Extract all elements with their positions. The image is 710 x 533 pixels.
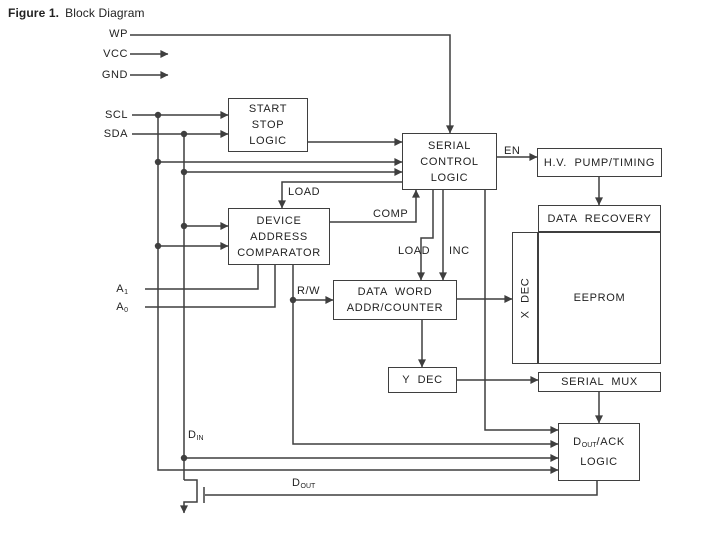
block-label: X DEC bbox=[519, 277, 531, 319]
pin-label-dout: $D_{OUT}$ bbox=[292, 477, 316, 490]
block-label: $D_{OUT}$/ACK bbox=[573, 436, 625, 449]
junction-dot bbox=[181, 131, 187, 137]
block-y-dec bbox=[388, 367, 457, 393]
block-label: LOGIC bbox=[430, 171, 469, 184]
block-label: H.V. PUMP/TIMING bbox=[543, 156, 656, 169]
block-dout-ack-logic bbox=[558, 423, 640, 481]
block-label: SERIAL bbox=[427, 139, 472, 152]
wire-label-load-comparator: LOAD bbox=[288, 186, 321, 198]
block-label: COMPARATOR bbox=[237, 246, 321, 259]
wire-dout-to-gate bbox=[205, 481, 597, 495]
block-x-dec bbox=[512, 232, 538, 364]
block-label: LOGIC bbox=[580, 456, 618, 468]
pin-label-din: $D_{IN}$ bbox=[188, 429, 204, 442]
block-label: DEVICE bbox=[256, 214, 302, 227]
junction-dot bbox=[181, 223, 187, 229]
pin-label-a1: $A_1$ bbox=[116, 283, 128, 296]
wire-load-to-counter bbox=[421, 190, 433, 280]
pin-label-a0: $A_0$ bbox=[116, 301, 128, 314]
transistor-channel bbox=[184, 480, 197, 513]
block-label: EEPROM bbox=[573, 292, 626, 304]
block-device-address-comparator bbox=[228, 208, 330, 265]
block-label: ADDR/COUNTER bbox=[346, 302, 444, 314]
block-label: STOP bbox=[251, 119, 285, 131]
junction-dot bbox=[155, 159, 161, 165]
pin-label-scl: SCL bbox=[104, 109, 128, 121]
pin-label-wp: WP bbox=[109, 28, 128, 40]
wire-label-inc: INC bbox=[449, 245, 470, 257]
wire-label-en: EN bbox=[504, 145, 521, 157]
block-label: SERIAL MUX bbox=[561, 376, 638, 388]
block-label: LOGIC bbox=[249, 135, 287, 147]
wire-a0 bbox=[145, 265, 275, 307]
block-label: START bbox=[248, 103, 288, 115]
pin-label-sda: SDA bbox=[103, 128, 128, 140]
block-label: ADDRESS bbox=[250, 230, 308, 243]
wire-label-comp: COMP bbox=[373, 208, 409, 220]
pin-label-vcc: VCC bbox=[103, 48, 128, 60]
block-label: Y DEC bbox=[402, 374, 443, 386]
figure-title: Block Diagram bbox=[65, 6, 145, 20]
block-label: DATA WORD bbox=[357, 286, 433, 298]
block-label: DATA RECOVERY bbox=[547, 212, 652, 225]
block-hv-pump-timing bbox=[537, 148, 662, 177]
junction-dot bbox=[290, 297, 296, 303]
junction-dot bbox=[155, 243, 161, 249]
junction-dot bbox=[155, 112, 161, 118]
pin-label-gnd: GND bbox=[101, 69, 128, 81]
wire-a1 bbox=[145, 265, 258, 289]
block-serial-control-logic bbox=[402, 133, 497, 190]
block-data-word-addr-counter bbox=[333, 280, 457, 320]
wire-label-load-counter: LOAD bbox=[398, 245, 431, 257]
block-serial-mux bbox=[538, 372, 661, 392]
figure-number: Figure 1. bbox=[8, 6, 60, 20]
block-label: CONTROL bbox=[420, 155, 479, 168]
junction-dot bbox=[181, 455, 187, 461]
block-start-stop-logic bbox=[228, 98, 308, 152]
wire-label-rw: R/W bbox=[297, 285, 321, 297]
junction-dot bbox=[181, 169, 187, 175]
block-data-recovery bbox=[538, 205, 661, 232]
block-eeprom bbox=[538, 232, 661, 364]
